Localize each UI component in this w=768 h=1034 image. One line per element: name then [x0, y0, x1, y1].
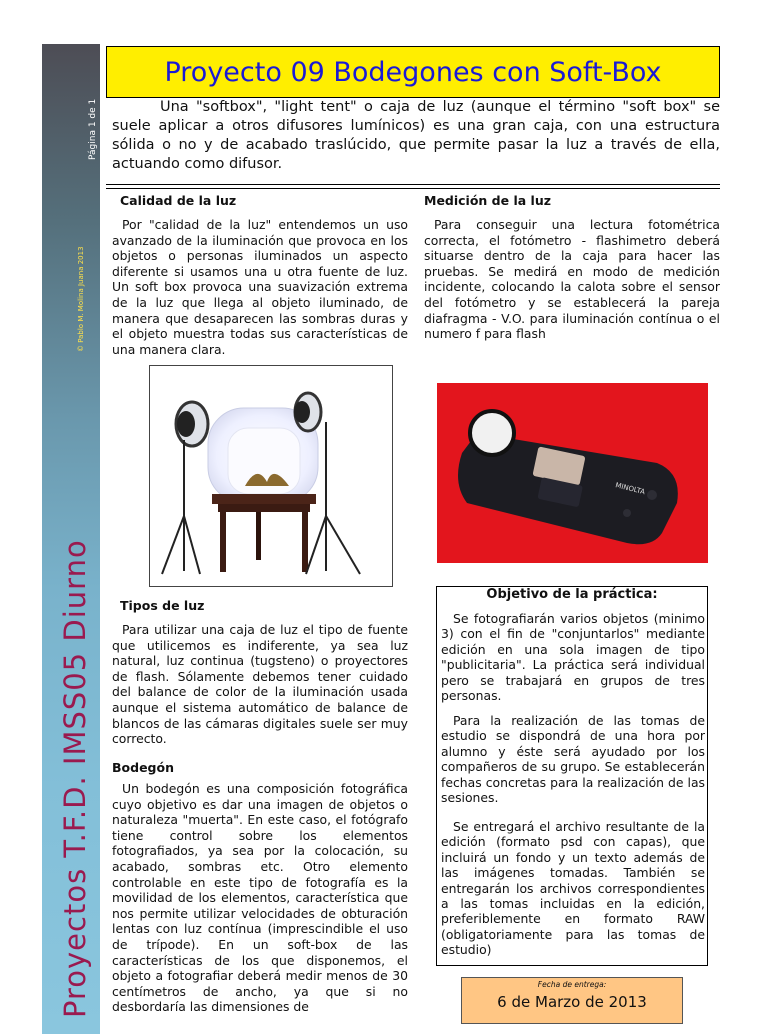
due-date-box — [461, 977, 683, 1024]
objetivo-heading: Objetivo de la práctica: — [486, 587, 658, 602]
intro-paragraph: Una "softbox", "light tent" o caja de luz (aunque el término "soft box" se suele aplicar a otros difusores lumínicos) es una gran caja, con una estructura sólida o no y de acabado traslúcido, que permite pasar la luz a través de ella, actuando como difusor. — [112, 99, 720, 172]
objetivo-paragraph-1: Se fotografiarán varios objetos (minimo 3) con el fin de "conjuntarlos" mediante edición en una sola imagen de tipo "publicitaria". La práctica será individual pero se trabajará en grupos de tres personas. — [441, 611, 705, 704]
text-bodegon: Un bodegón es una composición fotográfica cuyo objetivo es dar una imagen de objetos o naturaleza "muerta". En este caso, el fotógrafo tiene control sobre los elementos fotografiados, ya sea por la colocación, su acabado, sombras etc. Otro elemento controlable en este tipo de fotografía es la movilidad de los elementos, característica que nos permite utilizar velocidades de obturación lentas con luz contínua (imprescindible el uso de trípode). En un soft-box de las características de los que disponemos, el objeto a fotografiar deberá medir menos de 30 centímetros de ancho, ya que si no desbordaría las dimensiones de — [112, 781, 408, 1015]
objetivo-box — [436, 586, 708, 966]
softbox-illustration — [150, 366, 392, 586]
title-box — [106, 46, 720, 98]
objetivo-paragraph-2: Para la realización de las tomas de estudio se dispondrá de una hora por alumno y éste será ayudado por los compañeros de su grupo. Se establecerán fechas concretas para la realización de las sesiones. — [441, 713, 705, 806]
copyright-text: © Pablo M. Molina Juana 2013 — [77, 246, 85, 352]
divider-bottom — [106, 188, 720, 189]
page-title: Proyecto 09 Bodegones con Soft-Box — [164, 57, 662, 88]
text-medicion: Para conseguir una lectura fotométrica correcta, el fotómetro - flashimetro deberá situarse dentro de la caja para hacer las pruebas. Se medirá en modo de medición incidente, colocando la calota sobre el sensor del fotómetro y se establecerá la pareja diafragma - V.O. para iluminación contínua o el numero f para flash — [424, 217, 720, 342]
divider-top — [106, 184, 720, 185]
due-date-value: 6 de Marzo de 2013 — [497, 993, 647, 1011]
light-meter-photo — [437, 383, 708, 563]
heading-medicion: Medición de la luz — [424, 193, 551, 208]
softbox-photo — [150, 366, 392, 586]
heading-bodegon: Bodegón — [112, 760, 174, 775]
objetivo-paragraph-3: Se entregará el archivo resultante de la edición (formato psd con capas), que incluirá un fondo y un texto además de las imágenes tomadas. También se entregarán los archivos correspondientes a las tomas incluidas en la edición, preferiblemente en formato RAW (obligatoriamente para las tomas de estudio) — [441, 819, 705, 958]
course-title: Proyectos T.F.D. IMSS05 Diurno — [58, 539, 92, 1018]
text-tipos: Para utilizar una caja de luz el tipo de fuente que utilicemos es indiferente, ya sea luz natural, luz continua (tugsteno) o proyectores de flash. Sólamente debemos tener cuidado del balance de color de la iluminación usada aunque el sistema automático de balance de blancos de las cámaras digitales suele ser muy correcto. — [112, 622, 408, 747]
meter-brand-text: MINOLTA — [614, 481, 646, 497]
page-indicator: Página 1 de 1 — [88, 98, 98, 160]
text-calidad: Por "calidad de la luz" entendemos un uso avanzado de la iluminación que provoca en los objetos o personas iluminados un aspecto diferente si usamos una u otra fuente de luz. Un soft box provoca una suavización extrema de la luz que llega al objeto iluminado, de manera que desaparecen las sombras duras y el objeto muestra todas sus características de una manera clara. — [112, 217, 408, 357]
due-date-label: Fecha de entrega: — [537, 980, 607, 989]
heading-tipos: Tipos de luz — [120, 598, 205, 613]
light-meter-illustration — [437, 383, 708, 563]
heading-calidad: Calidad de la luz — [120, 193, 237, 208]
